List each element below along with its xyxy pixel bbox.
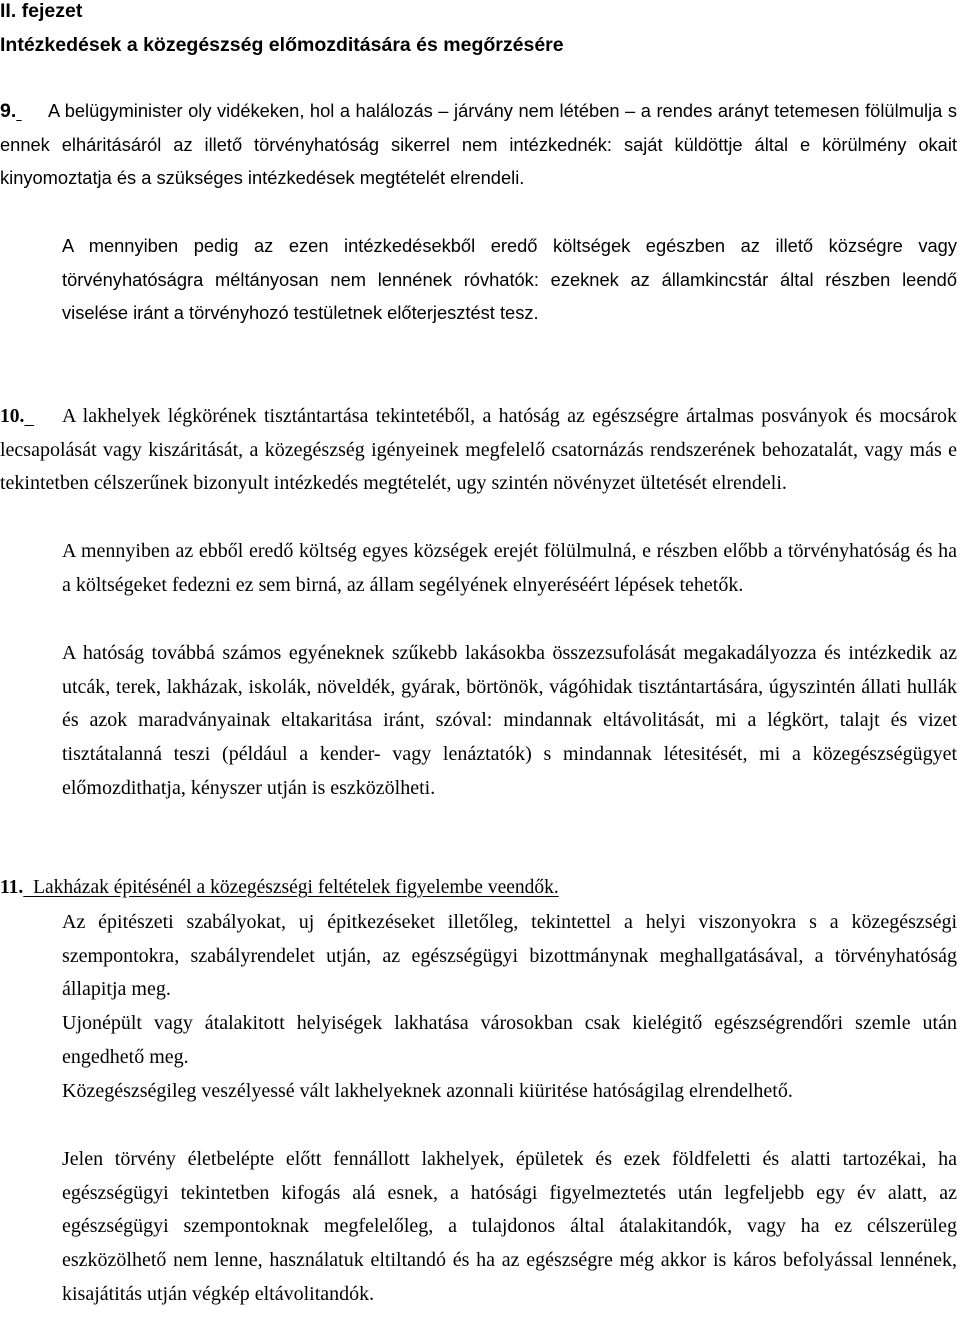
section-number: 10. xyxy=(0,406,25,427)
chapter-label: II. fejezet xyxy=(0,0,83,22)
section-9-paragraph-2: A mennyiben pedig az ezen intézkedésekből eredő költségek egészben az illető községre vagy törvényhatóságra méltányosan nem lennének róvhatók: ezeknek az államkincstár által részben leendő viselése iránt a törvényhozó testületnek előterjesztést tesz. xyxy=(62,235,957,324)
section-title: Lakházak épitésénél a közegészségi feltételek figyelembe veendők. xyxy=(33,877,559,898)
section-11-paragraph-1: Az épitészeti szabályokat, uj épitkezéseket illetőleg, tekintettel a helyi viszonyokra s a közegészségi szempontokra, szabályrendelet utján, az egészségügyi bizottmánynak meghallgatásával, a törvényhatóság állapitja meg. xyxy=(62,911,957,1001)
section-11-paragraph-3: Közegészségileg veszélyessé vált lakhelyeknek azonnali kiüritése hatóságilag elrendelhető. xyxy=(62,1080,793,1102)
section-11-paragraph-4: Jelen törvény életbelépte előtt fennállott lakhelyek, épületek és ezek földfeletti és alatti tartozékai, ha egészségügyi tekintetben kifogás alá esnek, a hatósági figyelmeztetés után legfeljebb egy év alatt, az egészségügyi szempontoknak megfelelőleg, a tulajdonos által átalakitandók, vagy ha ez célszerüleg eszközölhető nem lenne, használatuk eltiltandó és ha az egészségre még akkor is káros befolyással lennének, kisajátitás utján végkép eltávolitandók. xyxy=(62,1148,957,1305)
section-10-paragraph-2: A mennyiben az ebből eredő költség egyes községek erejét fölülmulná, e részben előbb a törvényhatóság és ha a költségeket fedezni ez sem birná, az állam segélyének elnyeréséért lépések tehetők. xyxy=(62,540,957,596)
section-11-heading xyxy=(0,876,559,900)
section-11-paragraph-2: Ujonépült vagy átalakitott helyiségek lakhatása városokban csak kielégitő egészségrendőri szemle után engedhető meg. xyxy=(62,1012,957,1068)
section-number: 11. xyxy=(0,877,24,898)
section-number: 9. xyxy=(0,100,17,122)
section-9-paragraph-1: A belügyminister oly vidékeken, hol a halálozás – járvány nem létében – a rendes arányt tetemesen fölülmulja s ennek elháritásáról az illető törvényhatóság sikerrel nem intézkednék: saját küldöttje által e körülmény okait kinyomoztatja és a szükséges intézkedések megtételét elrendeli. xyxy=(0,100,957,189)
section-10-paragraph-3: A hatóság továbbá számos egyéneknek szűkebb lakásokba összezsufolását megakadályozza és intézkedik az utcák, terek, lakházak, iskolák, növeldék, gyárak, börtönök, vágóhidak tisztántartására, úgyszintén állati hullák és azok maradványainak eltakaritása iránt, szóval: mindannak eltávolitását, mi a légkört, talajt és vizet tisztátalanná teszi (például a kender- vagy lenáztatók) s mindannak létesitését, mi a közegészségügyet előmozdithatja, kényszer utján is eszközölheti. xyxy=(62,642,957,799)
chapter-title: Intézkedések a közegészség előmozditására és megőrzésére xyxy=(0,34,564,56)
section-10-paragraph-1: A lakhelyek légkörének tisztántartása tekintetéből, a hatóság az egészségre ártalmas posványok és mocsárok lecsapolását vagy kiszáritását, a közegészség igényeinek megfelelő csatornázás rendszerének behozatalát, vagy más e tekintetben célszerűnek bizonyult intézkedés megtételét, ugy szintén növényzet ültetését elrendeli. xyxy=(0,405,957,495)
